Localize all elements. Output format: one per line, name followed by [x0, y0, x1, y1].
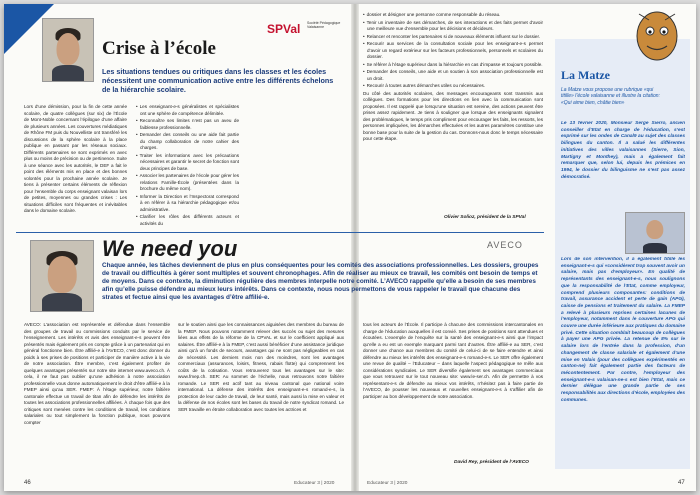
list-item: • dossier et désigner une personne comme responsable du réseau. [363, 12, 543, 19]
sidebar-text: Lors de son intervention, il a également titillé les enseignant-e-s qui «considèrent trop souvent avoir un salaire, mais pas d’employeur». En qualité de représentants des enseignant-e-s, nous soulignons que la responsabilité de l’Etat, comme employeur, comprend plusieurs composantes: conditions de travail, assurance accident et perte de gain (APG), caisse de pensions et traitement du salaire. La FMEP a relevé à plusieurs reprises certaines lacunes de l’employeur, notamment dans le couverture APG qui couvre une durée inférieure aux pratiques du domaine privé. Cette situation comblait beaucoup de collègues à payer une APG privée. La retenue de 8% sur le salaire lors de l’entrée dans la profession, d’un changement de classe salariale et également d’une mise en Valais (pour des collègues expérimentés en canton-ne) fait également partie des facteurs de mécontentement. Par contre, l’employeur des enseignant-e-s valaisan-ne-s est bien l’Etat, mais ce dernier délègue une grande partie de ses responsabilités aux directions d’école, employées des communes. [561, 257, 685, 403]
article-column-2 [136, 104, 239, 234]
interview-photo [625, 212, 685, 254]
list-item: • Clarifier les rôles des différents acteurs et activités du [136, 214, 239, 227]
sidebar-text: Le 13 février 2020, Monsieur Serge Sierro, ancien conseiller d’Etat en charge de l’éducation, s’est exprimé sur les ondes de Canal9 au sujet des classes bilingues du canton. Il a salué les différentes initiatives des villes valaisannes (Sierre, Sion, Martigny et Monthey), mais a également fait remarquer que, selon lui, depuis les prémices en 1994, le dossier du bilinguisme ne s’est pas assez démocratisé. [561, 121, 685, 180]
article-column-3 [363, 322, 543, 457]
list-item: • Se référer à l’étage supérieur dans la hiérarchie en cas d’impasse et toujours possible. [363, 62, 543, 69]
article-lead: Les situations tendues ou critiques dans les classes et les écoles nécessitent une communication active entre les différents échelons de la hiérarchie scolaire. [102, 67, 334, 94]
author-photo [42, 18, 94, 82]
folio: Educateur 3 | 2020 [294, 481, 335, 486]
article-signature: David Rey, président de l’AVECO [454, 460, 529, 465]
sidebar-title: La Matze [561, 68, 610, 82]
column-text: Du côté des autorités scolaires, des messages encourageants sont transmis aux collègues. Des formations pour les directions en lien avec la communication sont proposées. Il est rappelé que lorsqu’une situation est sereine, des actions peuvent être prises assez rapidement. Je tiens à souligner que lorsque des enseignants signalent des problématiques, le temps pris compliment pour encourager les faits, les ressorts, les personnes impliquées, les démarches effectuées et les autres paramètres constitue une bonne base pour la suite de la gestion du cas. Donnons-nous donc le temps nécessaire pour cette étape. [363, 90, 543, 142]
article-lead: Chaque année, les tâches deviennent de plus en plus conséquentes pour les comités des associations professionnelles. Les dossiers, groupes de travail ou difficultés à gérer sont multiples et souvent chronophages. Afin de réaliser au mieux ce travail, les comités ont besoin de temps et de moyens. Dans ce contexte, la diminution régulière des membres interpelle notre comité. L’AVECO rappelle qu’elle a besoin de ses membres afin qu’elle puisse défendre au mieux leurs intérêts. Dans ce contexte, nous nous permettons de vous rappeler le travail que chacune des strates et fectue ainsi que les avantages d’être affilié-e. [102, 262, 539, 301]
article-column-1 [24, 104, 127, 234]
column-text: AVECO: L’association est représentée et défendue dans l’ensemble des groupes de travail ou commissions conduits par le service de l’enseignement. Les intérêts et avis des enseignant-e-s peuvent être présentés mais également pris en compte grâce à un partenariat qui en général fonctionne bien. Être affilié-e à l’AVECO, c’est donc donner du poids à ses prises de positions et participer de manière active à la vie de notre association. Être membre, c’est également profiter de quelques avantages présentés sur notre site internet www.aveco.ch. À cela, il ne faut pas oublier qu’une adhésion à notre association professionnelle vous donne automatiquement le droit d’être affilié-e à la FMEP ainsi qu’au SER. FMEP: À l’étage supérieur, notre faîtière cantonale effectue un travail de titan afin de défendre les intérêts de toutes les associations professionnelles affiliées. À chaque fois que des critiques sont menées contre les conditions de travail, les conditions salariales ou tout simplement la fonction publique, nous pouvons compter [24, 322, 170, 425]
aveco-logo: AVECO [487, 240, 523, 250]
list-item: • Recourir à toutes autres démarches utiles ou nécessaires. [363, 83, 543, 90]
author-photo [30, 240, 94, 312]
list-item: • Reconnaître ses limites n’est pas un aveu de faiblesse professionnelle. [136, 118, 239, 131]
column-text: sur le soutien ainsi que les connaissances aiguisées des membres du bureau de la FMEP. Nous pouvons notamment relever des succès ou sujet des mesures liées aux effets de la réforme de la CPVAL et sur le coefficient appliqué aux salaires. Être affilié-e à la FMEP, c’est aussi bénéficier d’une assistance juridique ainsi qu’à un fonds de secours, avantages qui ne sont pas négligeables en cas de nécessité. Les derniers mois non des moindres, sont les avantages commerciaux (assurances, loisirs, fitness, rabais flotte) qui comprennent les coûts de la cotisation. Vous retrouverez tous les avantages sur le site: www.fmep.ch. SER: Au sommet de l’échelle, nous retrouvons notre faîtière romande. Le SER est actif tant au niveau cantonal que national voire international. La défense des intérêts des enseignant-e-s romand-e-s, la protection de leur cadre de travail, de leur santé, mais aussi la mise en valeur et la défense de nos écoles sont les bases du travail de notre syndicat romand. Le SER travaille en étroite collaboration avec toutes les actrices et [178, 322, 344, 412]
list-item: • Les enseignant-e-s généralistes et spécialistes ont une sphère de compétence délimitée. [136, 104, 239, 117]
page-number: 47 [678, 480, 685, 486]
list-item: • Informer la Direction et l’Inspectorat correspond à en référer à sa hiérarchie pédagogique et/ou administrative. [136, 194, 239, 214]
page-gutter [351, 4, 359, 491]
list-item: • Demander des conseils, une aide et un soutien à son association professionnelle est un droit. [363, 69, 543, 82]
article-column-3 [363, 12, 543, 212]
section-divider [16, 232, 544, 233]
article-signature: Olivier Solioz, président de la SPVal [444, 215, 526, 220]
column-text: Lors d’une démission, pour la fin de cette année scolaire, de quatre collègues (sur six) de l’École de Mont-Noble concernant l’épilogue d’une affaire de plusieurs années. Les couvertures médiatiques de Rhône FM puis du Nouvelliste ont transféré les discussions de la sphère scolaire à la place publique en passant par les réseaux sociaux. Différents partenaires se sont exprimés en avec plus ou moins de précision ou de pertinence. Suite à une séance avec les autorités, le DEF a fait le point des éléments mis en place et des bonnes volontés pour la prochaine année scolaire. Je tiens à présenter certains éléments de réflexion pour l’ensemble du corps enseignant valaisan lors de petites, moyennes ou grandes crises : Les situations difficiles sont fréquentes et inévitables dans le domaine scolaire. [24, 104, 127, 214]
list-item: • Traiter les informations avec les précautions nécessaires et garantir le secret de fonction sont deux principes de base. [136, 153, 239, 173]
list-item: • Recourir aux services de la consultation sociale pour les enseignant-e-s permet d’avoir un regard extérieur sur les facteurs professionnels, personnels et scolaires du dossier. [363, 41, 543, 61]
article-title: Crise à l’école [102, 38, 216, 59]
magazine-spread [4, 4, 696, 491]
list-item: • Associer les partenaires de l’école pour gérer les relations Famille-École (présentées dans la brochure du même nom). [136, 173, 239, 193]
sidebar-subtitle: La Matze vous propose une rubrique «qui titille» l’école valaisanne et illustre la citation: «Qui aime bien, châtie bien» [561, 87, 660, 106]
spval-logo: SPVal Société Pédagogique Valaisanne [267, 21, 341, 36]
list-item: • Tenir un inventaire de ses démarches, de ses interactions et des faits permet d’avoir une meilleure vue d’ensemble pour les décisions et décideurs. [363, 20, 543, 33]
folio: Educateur 3 | 2020 [367, 481, 408, 486]
article-column-2 [178, 322, 344, 477]
mascot-illustration [619, 6, 689, 68]
page-number: 46 [24, 480, 31, 486]
column-text: tous les acteurs de l’École. Il participe à chacune des commissions intercantonales en charge de l’éducation auxquelles il est convié. Ses prises de positions sont attendues et écoutées. L’exemple de l’enquête sur la santé des enseignant-e-s ainsi que l’impact qu’elle a eu est un exemple marquant parmi tant d’autres. Être affilié-e au SER, c’est donner une chance aux membres du comité de celui-ci de se faire entendre et ainsi défendre au mieux les intérêts des enseignant-e-s romand-e-s. Le SER offre également une revue de qualité – l’Educateur – dans laquelle l’aspect pédagogique se mêle aux considérations syndicales. Le SER diversifie également ses avantages commerciaux que vous retrouvez sur le tout nouveau site: www.le-ser.ch. Afin de permettre à vos représentant-e-s de défendre au mieux vos intérêts, n’hésitez pas à faire partie de l’AVECO, de pousser les nouveaux et nouvelles enseignant-e-s à s’affilier afin de participer au bon développement de notre association. [363, 322, 543, 399]
list-item: • Relancer et renconter les partenaires si de nouveaux éléments influent sur le dossier. [363, 34, 543, 41]
article-column-1 [24, 322, 170, 477]
list-item: • Demander des conseils ou une aide fait partie du champ collaboration de notre cahier des charges. [136, 132, 239, 152]
article-title: We need you [102, 236, 238, 261]
